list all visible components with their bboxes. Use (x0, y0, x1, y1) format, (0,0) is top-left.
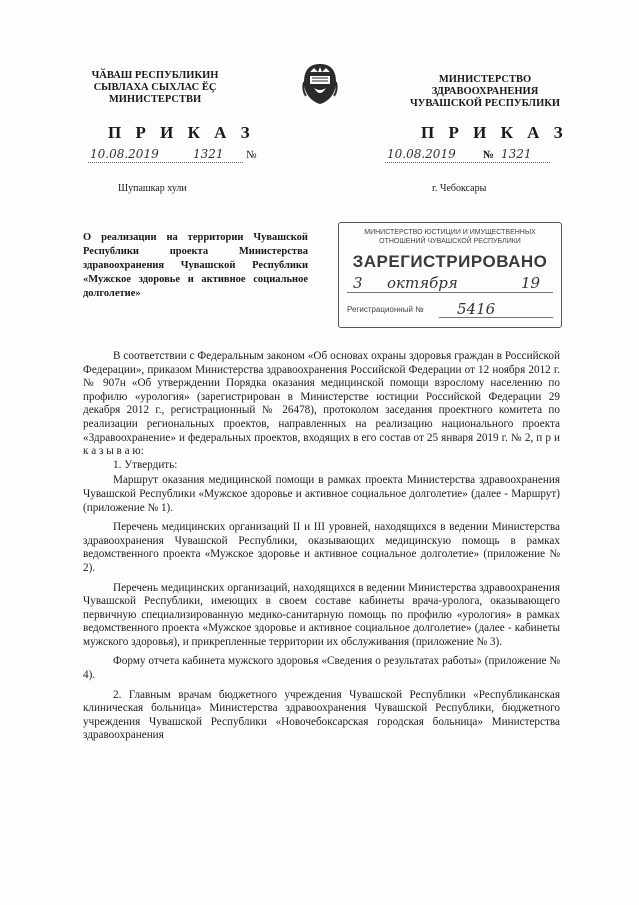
emblem-icon (300, 62, 340, 106)
document-title: О реализации на территории Чувашской Республики проекта Министерства здравоохранения Чувашской Республики «Мужское здоровье и активное социальное долголетие» (83, 232, 308, 299)
stamp-year: 19 (521, 274, 541, 292)
stamp-registered: ЗАРЕГИСТРИРОВАНО (352, 252, 548, 271)
header-left-line-3: МИНИСТЕРСТВИ (108, 94, 202, 105)
stamp-line-1: МИНИСТЕРСТВО ЮСТИЦИИ И ИМУЩЕСТВЕННЫХ (364, 229, 536, 236)
stamp-line-2: ОТНОШЕНИЙ ЧУВАШСКОЙ РЕСПУБЛИКИ (379, 238, 521, 245)
city-right: г. Чебоксары (432, 183, 487, 194)
prikaz-left: П Р И К А З (108, 123, 255, 142)
stamp-day: 3 (353, 274, 363, 292)
body-paragraph-preamble: В соответствии с Федеральным законом «Об основах охраны здоровья граждан в Российской Федерации», приказом Министерства здравоохранения Российской Федерации от 12 ноября 2012 г. № 907н «Об утверждении Порядка оказания медицинской помощи взрослому населению по профилю «урология» (зарегистрирован в Министерстве юстиции Российской Федерации 29 декабря 2012 г., регистрационный № 26478), протоколом заседания проектного комитета по реализации региональных проектов, направленных на реализацию национального проекта «Здравоохранение» и федеральных проектов, входящих в его состав от 25 января 2019 г. № 2, п р и к а з ы в а ю: (83, 350, 560, 458)
stamp-month: октября (387, 274, 458, 292)
number-sign-left: № (246, 149, 257, 161)
number-right: 1321 (501, 147, 532, 161)
date-number-right (385, 147, 560, 165)
body-paragraph-item-2: 2. Главным врачам бюджетного учреждения Чувашской Республики «Республиканская клиническая больница» Министерства здравоохранения Чувашской Республики, бюджетного учреждения Чувашской Республики «Новочебоксарская городская больница» Министерства здравоохранения (83, 688, 560, 742)
date-right: 10.08.2019 (387, 147, 456, 161)
number-left: 1321 (193, 147, 224, 161)
date-number-left (88, 147, 263, 165)
number-sign-right: № (483, 149, 495, 161)
body-paragraph-report-form: Форму отчета кабинета мужского здоровья «Сведения о результатах работы» (приложение № 4). (83, 655, 560, 682)
header-right-line-2: ЗДРАВООХРАНЕНИЯ (431, 86, 539, 97)
body-paragraph-list-levels: Перечень медицинских организаций II и III уровней, находящихся в ведении Министерства здравоохранения Чувашской Республики, оказывающих медицинскую помощь в рамках ведомственного проекта «Мужское здоровье и активное социальное долголетие» (приложение № 2). (83, 521, 560, 574)
date-left: 10.08.2019 (90, 147, 159, 161)
document-body (83, 350, 560, 743)
header-right-line-3: ЧУВАШСКОЙ РЕСПУБЛИКИ (409, 98, 561, 109)
prikaz-right: П Р И К А З (421, 123, 568, 142)
city-left: Шупашкар хули (118, 183, 187, 194)
header-left-block (75, 70, 235, 106)
body-paragraph-route: Маршрут оказания медицинской помощи в рамках проекта Министерства здравоохранения Чувашской Республики «Мужское здоровье и активное социальное долголетие» (далее - Маршрут) (приложение № 1). (83, 474, 560, 514)
header-left-line-2: СЫВЛАХА СЫХЛАС ӖҪ (93, 82, 217, 93)
registration-stamp (338, 222, 562, 328)
body-paragraph-list-urology: Перечень медицинских организаций, находящихся в ведении Министерства здравоохранения Чувашской Республики, имеющих в своем составе кабинеты врача-уролога, оказывающего первичную специализированную медико-санитарную помощь по профилю «урология» в рамках ведомственного проекта «Мужское здоровье и активное социальное долголетие» (далее - кабинеты мужского здоровья), и прикрепленные территории их обслуживания (приложение № 3). (83, 581, 560, 648)
stamp-reg-label: Регистрационный № (347, 305, 424, 314)
stamp-reg-number: 5416 (457, 300, 496, 318)
header-right-block (400, 74, 570, 110)
header-right-line-1: МИНИСТЕРСТВО (438, 74, 532, 85)
header-left-line-1: ЧӐВАШ РЕСПУБЛИКИН (91, 70, 219, 81)
body-paragraph-item-1: 1. Утвердить: (113, 458, 178, 471)
